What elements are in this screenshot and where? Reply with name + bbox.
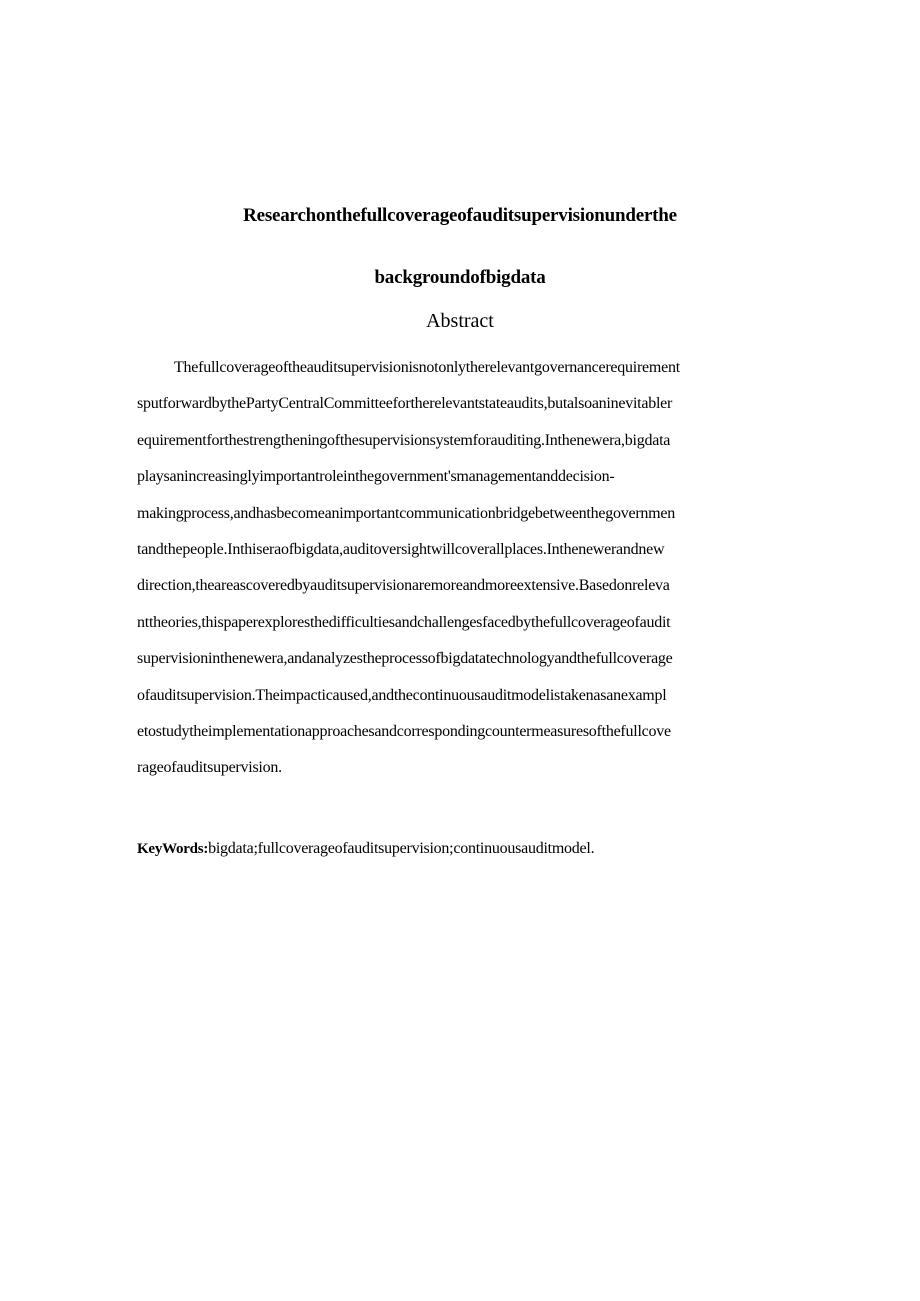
abstract-line: Thefullcoverageoftheauditsupervisionisnotonlytherelevantgovernancerequirement <box>174 359 680 376</box>
abstract-line: equirementforthestrengtheningofthesupervisionsystemforauditing.Inthenewera,bigdata <box>137 431 671 449</box>
abstract-line: tandthepeople.Inthiseraofbigdata,auditoversightwillcoverallplaces.Inthenewerandnew <box>137 540 665 558</box>
abstract-line: nttheories,thispaperexploresthedifficultiesandchallengesfacedbythefullcoverageofaudit <box>137 613 671 631</box>
abstract-line: direction,theareascoveredbyauditsupervisionaremoreandmoreextensive.Basedonreleva <box>137 577 670 595</box>
abstract-line: rageofauditsupervision. <box>137 759 282 777</box>
abstract-line: ofauditsupervision.Theimpacticaused,andthecontinuousauditmodelistakenasanexampl <box>137 686 667 704</box>
paper-title-line-1: Researchonthefullcoverageofauditsupervisionunderthe <box>243 205 677 226</box>
abstract-line: makingprocess,andhasbecomeanimportantcommunicationbridgebetweenthegovernmen <box>137 504 675 522</box>
abstract-heading: Abstract <box>426 310 494 332</box>
abstract-body <box>137 354 787 791</box>
abstract-line: sputforwardbythePartyCentralCommitteefortherelevantstateaudits,butalsoaninevitabler <box>137 395 673 413</box>
keywords-line <box>137 840 837 858</box>
paper-title-line-2: backgroundofbigdata <box>374 267 546 288</box>
keywords-text: bigdata;fullcoverageofauditsupervision;continuousauditmodel. <box>208 840 595 857</box>
abstract-line: supervisioninthenewera,andanalyzestheprocessofbigdatatechnologyandthefullcoverage <box>137 650 673 668</box>
abstract-line: etostudytheimplementationapproachesandcorrespondingcountermeasuresofthefullcove <box>137 722 671 740</box>
abstract-line: playsanincreasinglyimportantroleinthegovernment'smanagementanddecision- <box>137 468 615 486</box>
keywords-label: KeyWords: <box>137 841 209 857</box>
